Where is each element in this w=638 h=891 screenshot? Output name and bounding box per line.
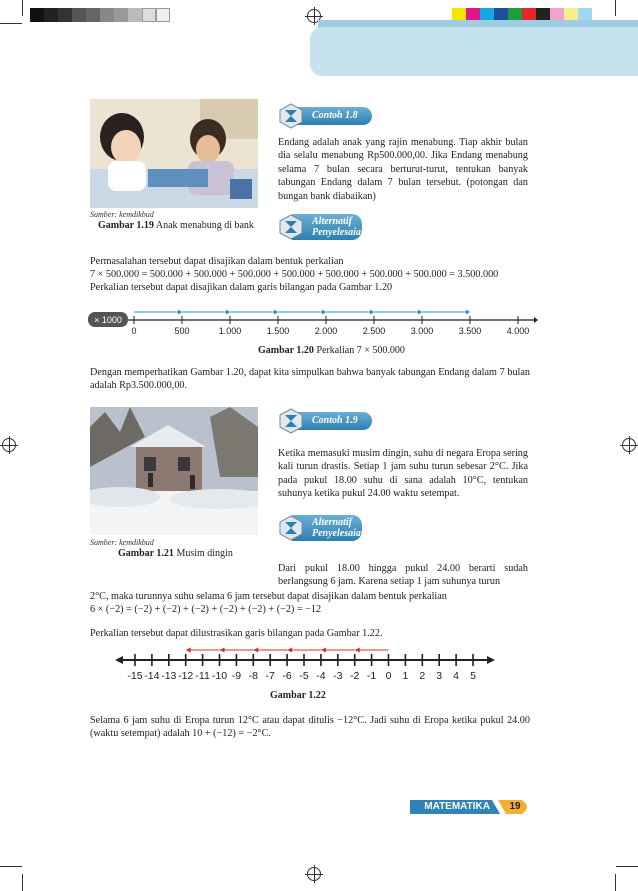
tick-label: 3 [436, 670, 443, 682]
figure-caption [258, 345, 405, 356]
example-badge-label: Contoh 1.8 [292, 107, 372, 125]
photo-source: Sumber: kemdikbud [90, 210, 154, 219]
jump-arrow [182, 310, 230, 315]
number-line-figure-1-22 [115, 640, 495, 688]
solution-line-3: Perkalian tersebut dapat disajikan dalam garis bilangan pada Gambar 1.20 [90, 282, 393, 293]
footer-subject: MATEMATIKA [424, 801, 490, 812]
tick-label: -4 [316, 670, 326, 682]
axis-arrowhead-left [115, 656, 123, 664]
example-badge [278, 103, 358, 129]
solution-line-1: Permasalahan tersebut dapat disajikan dalam bentuk perkalian [90, 256, 344, 267]
jump-arrow [321, 648, 355, 653]
tick-label: -7 [265, 670, 275, 682]
solution-hex-icon [278, 214, 304, 240]
tick-label: 1.000 [218, 326, 242, 336]
solution-para-a: Dari pukul 18.00 hingga pukul 24.00 berarti sudah berlangsung 6 jam. Karena setiap 1 jam suhunya turun [278, 563, 528, 588]
tick-label: -8 [248, 670, 258, 682]
solution-conclusion: Selama 6 jam suhu di Eropa turun 12°C atau dapat ditulis −12°C. Jadi suhu di Eropa ketika pukul 24.00 (waktu setempat) adalah 10 + (−12) = −2°C. [90, 715, 530, 740]
numberline-tag-text: × 1000 [94, 315, 122, 325]
tick-label: 0 [131, 326, 137, 336]
number-line-figure-1-20 [88, 300, 538, 336]
tick-label: -15 [127, 670, 143, 682]
tick-label: 2.000 [314, 326, 338, 336]
solution-line-intro: Perkalian tersebut dapat dilustrasikan garis bilangan pada Gambar 1.22. [90, 628, 383, 639]
jump-arrow [278, 310, 326, 315]
tick-label: -3 [333, 670, 343, 682]
solution-badge [278, 214, 368, 240]
solution-para-b: 2°C, maka turunnya suhu selama 6 jam tersebut dapat disajikan dalam bentuk perkalian [90, 591, 447, 602]
example-badge [278, 408, 358, 434]
footer [410, 797, 590, 817]
jump-arrow [422, 310, 470, 315]
example-hex-icon [278, 408, 304, 434]
tick-label: 4 [453, 670, 460, 682]
tick-label: 5 [470, 670, 476, 682]
winter-photo [90, 407, 258, 535]
page-number: 19 [509, 801, 521, 812]
solution-conclusion: Dengan memperhatikan Gambar 1.20, dapat kita simpulkan bahwa banyak tabungan Endang dalam 7 bulan adalah Rp3.500.000,00. [90, 367, 530, 392]
solution-badge-label: Alternatif Penyelesaian [292, 214, 362, 240]
tick-label: -9 [231, 670, 242, 682]
figure-caption-text: Perkalian 7 × 500.000 [313, 345, 405, 356]
figure-caption [98, 220, 254, 231]
tick-label: 4.000 [506, 326, 530, 336]
jump-arrow [230, 310, 278, 315]
jump-arrow [253, 648, 287, 653]
axis-arrowhead-right [487, 656, 495, 664]
tick-label: -12 [178, 670, 194, 682]
tick-label: 2 [419, 670, 426, 682]
tick-label: 3.000 [410, 326, 434, 336]
figure-caption [270, 690, 326, 701]
figure-label: Gambar 1.19 [98, 220, 154, 231]
example-hex-icon [278, 103, 304, 129]
tick-label: -10 [211, 670, 228, 682]
tick-label: 1 [402, 670, 409, 682]
tick-label: 500 [174, 326, 190, 336]
tick-label: 0 [385, 670, 392, 682]
solution-badge-label: Alternatif Penyelesaian [292, 515, 362, 541]
chapter-header-tab [310, 27, 638, 76]
tick-label: -14 [144, 670, 160, 682]
figure-caption-text: Musim dingin [173, 548, 233, 559]
example-text: Endang adalah anak yang rajin menabung. Tiap akhir bulan dia selalu menabung Rp500.000,00. Jika Endang menabung selama 7 bulan secara berturut-turut, tentukan banyak tabungan Endang dalam 7 bulan tersebut. (potongan dan bungan bank diabaikan) [278, 137, 528, 202]
jump-arrow [134, 310, 182, 315]
tick-label: -13 [161, 670, 177, 682]
solution-badge [278, 515, 368, 541]
tick-label: 2.500 [362, 326, 386, 336]
jump-arrow [287, 648, 321, 653]
photo-source: Sumber: kemdikbud [90, 538, 154, 547]
tick-label: -2 [350, 670, 360, 682]
figure-caption [118, 548, 233, 559]
tick-label: -11 [195, 670, 210, 682]
figure-label: Gambar 1.20 [258, 345, 314, 356]
tick-label: -6 [282, 670, 292, 682]
jump-arrow [355, 648, 389, 653]
tick-label: -5 [299, 670, 309, 682]
solution-line-2: 7 × 500.000 = 500.000 + 500.000 + 500.000 + 500.000 + 500.000 + 500.000 + 500.000 = 3.500.000 [90, 269, 499, 280]
numberline-tag [88, 312, 128, 327]
jump-arrow [374, 310, 422, 315]
axis-arrowhead [534, 317, 538, 323]
example-text: Ketika memasuki musim dingin, suhu di negara Eropa sering kali turun drastis. Setiap 1 jam suhu turun sebesar 2°C. Jika pada pukul 18.00 suhu di sana adalah 10°C, tentukan suhunya ketika pukul 24.00 waktu setempat. [278, 448, 528, 500]
jump-arrow [326, 310, 374, 315]
solution-equation: 6 × (−2) = (−2) + (−2) + (−2) + (−2) + (−2) + (−2) = −12 [90, 604, 322, 615]
figure-label: Gambar 1.21 [118, 548, 174, 559]
jump-arrow [186, 648, 220, 653]
tick-label: 1.500 [266, 326, 290, 336]
solution-hex-icon [278, 515, 304, 541]
figure-label: Gambar 1.22 [270, 690, 326, 701]
tick-label: -1 [366, 670, 377, 682]
bank-photo [90, 99, 258, 208]
jump-arrow [220, 648, 254, 653]
tick-label: 3.500 [458, 326, 482, 336]
figure-caption-text: Anak menabung di bank [153, 220, 254, 231]
example-badge-label: Contoh 1.9 [292, 412, 372, 430]
